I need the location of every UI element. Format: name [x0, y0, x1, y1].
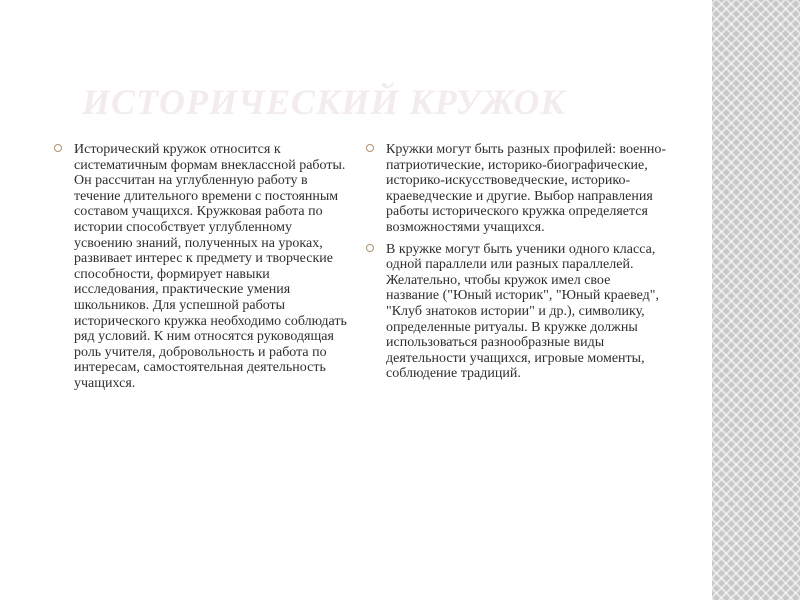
- left-column: [54, 142, 354, 398]
- circle-bullet-icon: [54, 144, 62, 152]
- bullet-text: Кружки могут быть разных профилей: военно-патриотические, историко-биографические, историко-искусствоведческие, историко-краеведческие и другие. Выбор направления работы исторического кружка определяется возможностями учащихся.: [386, 142, 667, 235]
- bullet-text: Исторический кружок относится к систематичным формам внеклассной работы. Он рассчитан на углубленную работу в течение длительного времени с постоянным составом учащихся. Кружковая работа по истории способствует углубленному усвоению знаний, полученных на уроках, развивает интерес к предмету и творческие способности, формирует навыки исследования, практические умения школьников. Для успешной работы исторического кружка необходимо соблюдать ряд условий. К ним относятся руководящая роль учителя, добровольность и работа по интересам, самостоятельная деятельность учащихся.: [74, 142, 347, 391]
- list-item: [366, 142, 666, 236]
- bullet-text: В кружке могут быть ученики одного класса, одной параллели или разных параллелей. Желательно, чтобы кружок имел свое название ("Юный историк", "Юный краевед", "Клуб знатоков истории" и др.), символику, определенные ритуалы. В кружке должны использоваться разнообразные виды деятельности учащихся, игровые моменты, соблюдение традиций.: [386, 241, 659, 382]
- right-column: [366, 142, 666, 388]
- list-item: [54, 142, 354, 392]
- circle-bullet-icon: [366, 244, 374, 252]
- circle-bullet-icon: [366, 144, 374, 152]
- decorative-side-pattern: [712, 0, 800, 600]
- list-item: [366, 242, 666, 382]
- slide-title: ИСТОРИЧЕСКИЙ КРУЖОК: [82, 82, 566, 122]
